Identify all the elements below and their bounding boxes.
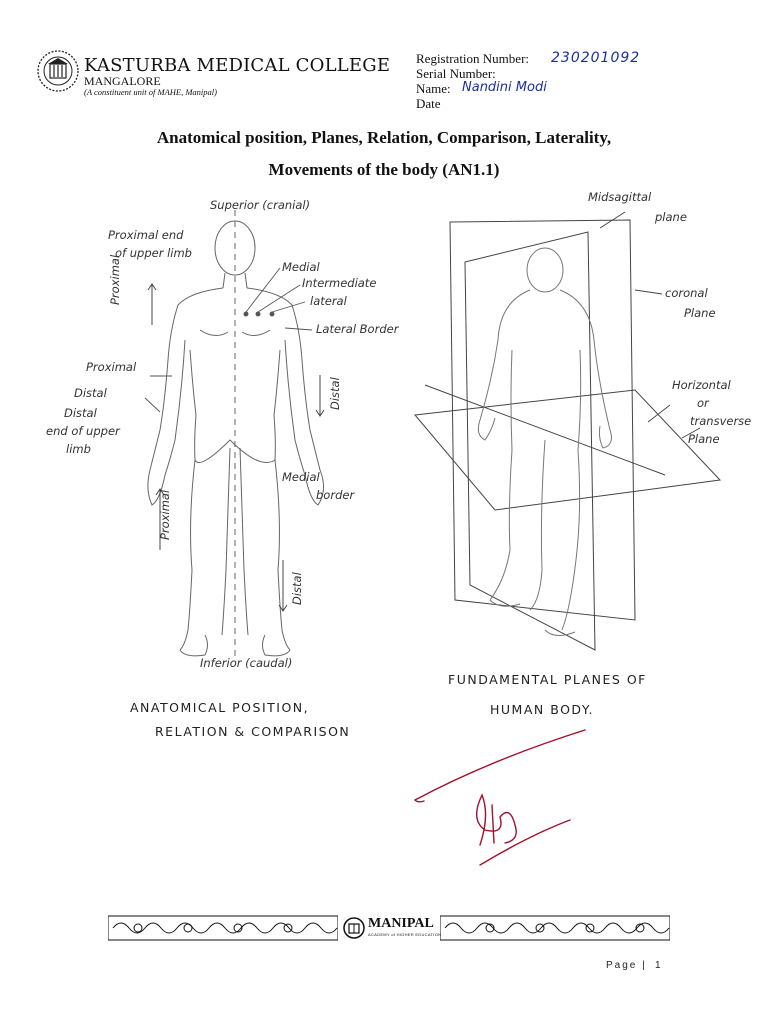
label-limb: limb [66, 442, 91, 456]
footer-brand: MANIPAL [368, 916, 434, 931]
label-midsagittal-2: plane [655, 210, 687, 224]
name-label: Name: [416, 81, 451, 96]
label-proximal-leg: Proximal [158, 489, 172, 540]
label-distal-end: Distal [64, 406, 97, 420]
kmc-crest-icon [36, 48, 80, 94]
label-inferior: Inferior (caudal) [200, 656, 293, 670]
label-proximal-end: Proximal end [108, 228, 184, 242]
page-title-line2: Movements of the body (AN1.1) [268, 160, 500, 179]
caption-left-line1: ANATOMICAL POSITION, [130, 700, 310, 715]
page-number: 1 [655, 960, 663, 971]
label-distal-right-arm: Distal [328, 377, 342, 410]
label-coronal-2: Plane [684, 306, 716, 320]
label-horizontal-4: Plane [688, 432, 720, 446]
anatomical-position-drawing [0, 190, 400, 690]
page-label: Page | [606, 960, 647, 971]
label-horizontal-1: Horizontal [672, 378, 731, 392]
label-end-of-upper: end of upper [46, 424, 120, 438]
label-medial-border-2: border [316, 488, 355, 502]
label-midsagittal-1: Midsagittal [588, 190, 652, 204]
signature-icon [410, 725, 600, 875]
label-medial-border-1: Medial [282, 470, 320, 484]
label-lateral: lateral [310, 294, 347, 308]
label-superior: Superior (cranial) [210, 198, 311, 212]
manipal-logo-icon [342, 916, 366, 940]
name-value: Nandini Modi [462, 80, 547, 95]
serial-number-label: Serial Number: [416, 66, 496, 81]
constituent-note: (A constituent unit of MAHE, Manipal) [84, 87, 217, 97]
page-title-line1: Anatomical position, Planes, Relation, Comparison, Laterality, [156, 128, 612, 147]
label-coronal-1: coronal [665, 286, 708, 300]
label-medial: Medial [282, 260, 320, 274]
caption-right-line1: FUNDAMENTAL PLANES OF [448, 672, 647, 687]
caption-right-line2: HUMAN BODY. [490, 702, 594, 717]
label-horizontal-3: transverse [690, 414, 752, 428]
college-location: MANGALORE [84, 74, 161, 88]
registration-number-label: Registration Number: [416, 51, 530, 66]
label-of-upper-limb: of upper limb [115, 246, 192, 260]
label-horizontal-2: or [697, 396, 709, 410]
label-intermediate: Intermediate [302, 276, 377, 290]
label-proximal-upper: Proximal [108, 254, 122, 305]
date-label: Date [416, 96, 441, 111]
label-distal-leg: Distal [290, 572, 304, 605]
label-proximal-arm: Proximal [86, 360, 137, 374]
decorative-border-right [440, 914, 670, 942]
footer-brand-sub: ACADEMY of HIGHER EDUCATION [368, 932, 442, 937]
college-name: KASTURBA MEDICAL COLLEGE [84, 55, 391, 76]
label-distal-arm: Distal [74, 386, 107, 400]
caption-left-line2: RELATION & COMPARISON [155, 724, 351, 739]
decorative-border-left [108, 914, 338, 942]
label-lateral-border: Lateral Border [316, 322, 399, 336]
registration-number-value: 230201092 [551, 50, 641, 66]
